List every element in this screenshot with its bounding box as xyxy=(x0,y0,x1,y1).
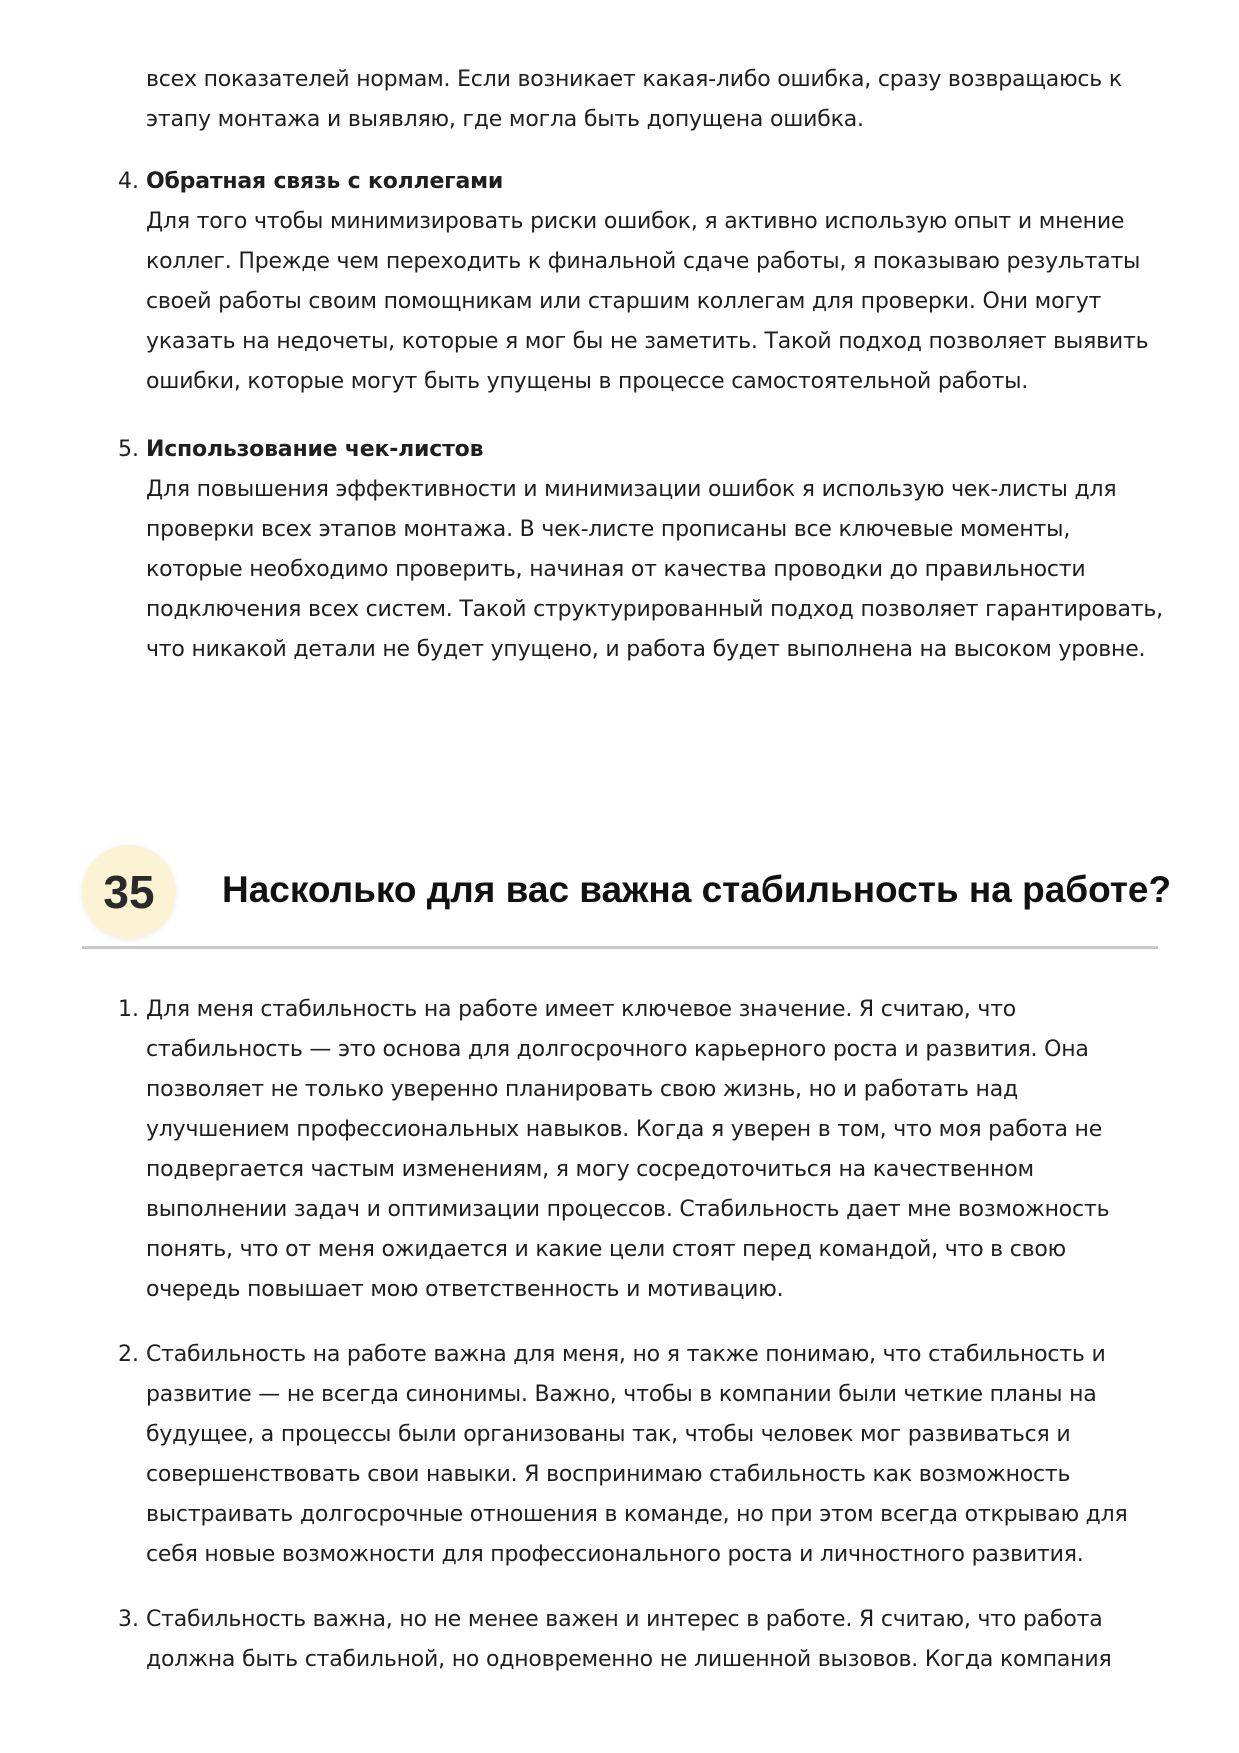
answer-text: Стабильность на работе важна для меня, но я также понимаю, что стабильность и развитие — не всегда синонимы. Важно, чтобы в компании были четкие планы на будущее, а процессы были организованы так, чтобы человек мог развиваться и совершенствовать свои навыки. Я воспринимаю стабильность как возможность выстраивать долгосрочные отношения в команде, но при этом всегда открываю для себя новые возможности для профессионального роста и личностного развития. xyxy=(146,1342,1128,1567)
list-item-text: Для повышения эффективности и минимизации ошибок я использую чек-листы для проверки всех этапов монтажа. В чек-листе прописаны все ключевые моменты, которые необходимо проверить, начиная от качества проводки до правильности подключения всех систем. Такой структурированный подход позволяет гарантировать, что никакой детали не будет упущено, и работа будет выполнена на высоком уровне. xyxy=(146,477,1163,662)
continuation-text: всех показателей нормам. Если возникает какая-либо ошибка, сразу возвращаюсь к этапу монтажа и выявляю, где могла быть допущена ошибка. xyxy=(146,67,1122,132)
list-item-title: Использование чек-листов xyxy=(146,437,484,462)
list-item-text: Для того чтобы минимизировать риски ошибок, я активно использую опыт и мнение коллег. Прежде чем переходить к финальной сдаче работы, я показываю результаты своей работы своим помощникам или старшим коллегам для проверки. Они могут указать на недочеты, которые я мог бы не заметить. Такой подход позволяет выявить ошибки, которые могут быть упущены в процессе самостоятельной работы. xyxy=(146,209,1149,394)
question-number-badge: 35 xyxy=(82,845,176,939)
question-header xyxy=(82,845,1172,949)
answer-number: 3. xyxy=(118,1607,139,1632)
header-divider xyxy=(82,946,1158,949)
list-item-number: 5. xyxy=(118,437,139,462)
question-title: Насколько для вас важна стабильность на работе? xyxy=(222,869,1172,910)
continuation-paragraph xyxy=(146,60,1166,140)
answer-item xyxy=(146,1335,1166,1575)
answer-item xyxy=(146,1600,1166,1680)
list-item-number: 4. xyxy=(118,169,139,194)
answer-text: Стабильность важна, но не менее важен и интерес в работе. Я считаю, что работа должна быть стабильной, но одновременно не лишенной вызовов. Когда компания xyxy=(146,1607,1112,1672)
answer-text: Для меня стабильность на работе имеет ключевое значение. Я считаю, что стабильность — это основа для долгосрочного карьерного роста и развития. Она позволяет не только уверенно планировать свою жизнь, но и работать над улучшением профессиональных навыков. Когда я уверен в том, что моя работа не подвергается частым изменениям, я могу сосредоточиться на качественном выполнении задач и оптимизации процессов. Стабильность дает мне возможность понять, что от меня ожидается и какие цели стоят перед командой, что в свою очередь повышает мою ответственность и мотивацию. xyxy=(146,997,1110,1302)
list-item xyxy=(146,162,1166,402)
answer-number: 2. xyxy=(118,1342,139,1367)
answer-number: 1. xyxy=(118,997,139,1022)
list-item-title: Обратная связь с коллегами xyxy=(146,169,504,194)
answer-item xyxy=(146,990,1166,1310)
list-item xyxy=(146,430,1166,670)
